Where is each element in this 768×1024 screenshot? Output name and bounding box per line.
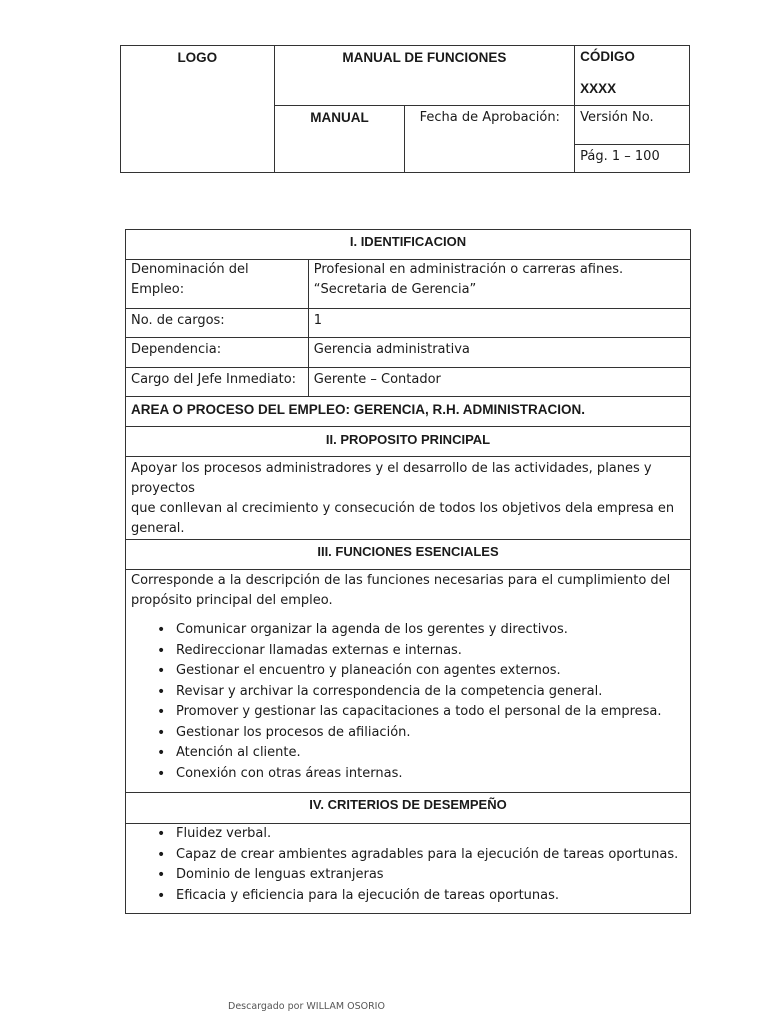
list-item: • Gestionar el encuentro y planeación con agentes externos. [131, 661, 685, 682]
funciones-intro-line: Corresponde a la descripción de las funciones necesarias para el cumplimiento del [131, 573, 671, 588]
criterios-list [131, 824, 685, 906]
download-notice: Descargado por WILLAM OSORIO [228, 1001, 385, 1012]
list-item: • Dominio de lenguas extranjeras [131, 865, 685, 886]
manual-label: MANUAL [310, 110, 369, 125]
section-title-text: IV. CRITERIOS DE DESEMPEÑO [309, 797, 507, 812]
fecha-cell [405, 106, 575, 173]
codigo-value: XXXX [580, 81, 617, 96]
jefe-label: Cargo del Jefe Inmediato: [126, 368, 309, 397]
list-item: • Gestionar los procesos de afiliación. [131, 723, 685, 744]
cargos-label: No. de cargos: [126, 309, 309, 338]
funciones-intro-line: propósito principal del empleo. [131, 593, 333, 608]
pagina-cell [575, 145, 690, 173]
functions-table [125, 229, 691, 914]
list-item: • Fluidez verbal. [131, 824, 685, 845]
jefe-value: Gerente – Contador [308, 368, 690, 397]
pagina-label: Pág. 1 – 100 [580, 149, 660, 164]
logo-cell [121, 46, 275, 173]
list-item: • Atención al cliente. [131, 743, 685, 764]
codigo-label: CÓDIGO [580, 49, 635, 64]
section-identificacion-title [126, 230, 691, 260]
list-item: • Promover y gestionar las capacitaciones a todo el personal de la empresa. [131, 702, 685, 723]
codigo-cell [575, 46, 690, 106]
section-title-text: III. FUNCIONES ESENCIALES [317, 544, 499, 559]
dependencia-label: Dependencia: [126, 338, 309, 368]
proposito-line: general. [131, 521, 185, 536]
list-item: • Conexión con otras áreas internas. [131, 764, 685, 785]
list-item: • Redireccionar llamadas externas e internas. [131, 641, 685, 662]
denominacion-value-line2: “Secretaria de Gerencia” [313, 282, 477, 297]
proposito-line: Apoyar los procesos administradores y el desarrollo de las actividades, planes y proyectos [131, 461, 652, 496]
list-item: • Eficacia y eficiencia para la ejecución de tareas oportunas. [131, 886, 685, 907]
section-criterios-title [126, 793, 691, 824]
criterios-body [126, 824, 691, 914]
manual-title-cell [274, 46, 574, 106]
proposito-body [126, 457, 691, 540]
cargos-value: 1 [308, 309, 690, 338]
dependencia-value: Gerencia administrativa [308, 338, 690, 368]
denominacion-value [308, 260, 690, 309]
area-proceso-text: AREA O PROCESO DEL EMPLEO: GERENCIA, R.H. ADMINISTRACION. [131, 402, 586, 417]
list-item: • Revisar y archivar la correspondencia de la competencia general. [131, 682, 685, 703]
section-proposito-title [126, 427, 691, 457]
manual-title: MANUAL DE FUNCIONES [342, 50, 507, 65]
section-funciones-title [126, 540, 691, 570]
denominacion-value-line1: Profesional en administración o carreras afines. [313, 262, 624, 277]
section-title-text: II. PROPOSITO PRINCIPAL [325, 432, 491, 447]
fecha-label: Fecha de Aprobación: [419, 110, 560, 125]
header-table [120, 45, 690, 173]
proposito-line: que conllevan al crecimiento y consecución de todos los objetivos dela empresa en [131, 501, 675, 516]
area-proceso [126, 397, 691, 427]
list-item: • Comunicar organizar la agenda de los gerentes y directivos. [131, 620, 685, 641]
version-cell [575, 106, 690, 145]
version-label: Versión No. [580, 110, 654, 125]
manual-label-cell [274, 106, 405, 173]
logo-placeholder: LOGO [177, 50, 218, 65]
denominacion-label: Denominación del Empleo: [126, 260, 309, 309]
section-title-text: I. IDENTIFICACION [349, 234, 467, 249]
funciones-body [126, 570, 691, 793]
list-item: • Capaz de crear ambientes agradables para la ejecución de tareas oportunas. [131, 845, 685, 866]
funciones-list [131, 620, 685, 784]
